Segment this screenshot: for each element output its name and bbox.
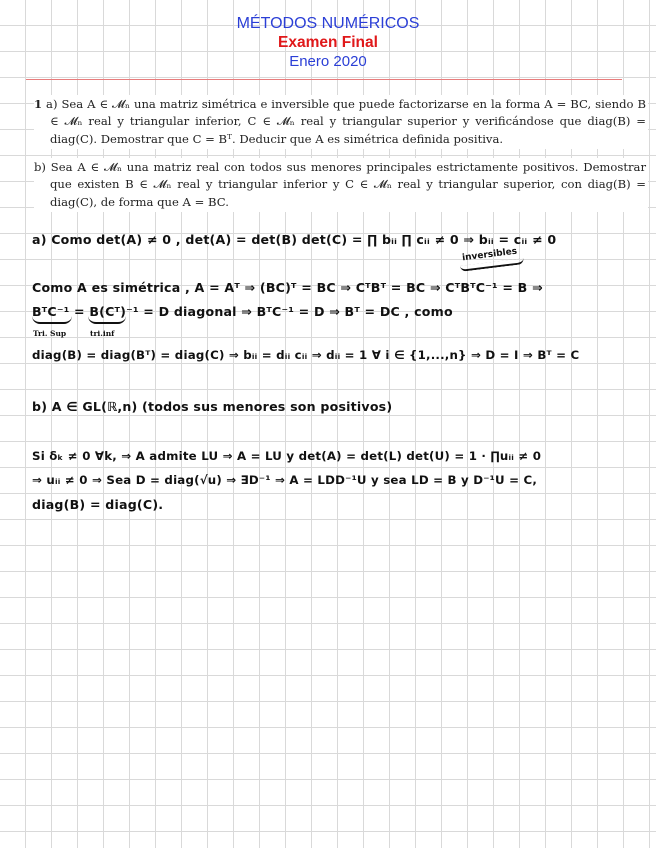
tri-sup-brace: [32, 316, 72, 324]
tri-inf-brace: [88, 316, 126, 324]
invertibles-annotation: inversibles: [461, 246, 518, 264]
part-b-text: Sea A ∈ 𝓜ₙ una matriz real con todos sus menores principales estrictamente positivos. Demostrar que existen B ∈ 𝓜ₙ real y triangular inferior y C ∈ 𝓜ₙ real y triangular superior, con diag(B) = diag(C), de forma que A = BC.: [50, 160, 647, 209]
header-divider: [26, 79, 622, 80]
exam-date: Enero 2020: [289, 53, 367, 70]
problem-number: 1: [34, 97, 43, 111]
part-b-label: b): [34, 160, 46, 174]
handwritten-line-7: ⇒ uᵢᵢ ≠ 0 ⇒ Sea D = diag(√u) ⇒ ∃D⁻¹ ⇒ A = LDD⁻¹U y sea LD = B y D⁻¹U = C,: [32, 473, 538, 487]
tri-sup-label: Tri. Sup: [33, 329, 67, 338]
part-a-text: Sea A ∈ 𝓜ₙ una matriz simétrica e inversible que puede factorizarse en la forma A = BC, siendo B ∈ 𝓜ₙ real y triangular inferior, C ∈ 𝓜ₙ real y triangular superior y verificándose que diag(B) = diag(C). Demostrar que C = Bᵀ. Deducir que A es simétrica definida positiva.: [50, 97, 646, 146]
handwritten-line-2: Como A es simétrica , A = Aᵀ ⇒ (BC)ᵀ = BC ⇒ CᵀBᵀ = BC ⇒ CᵀBᵀC⁻¹ = B ⇒: [32, 280, 543, 295]
exam-header: [0, 14, 656, 71]
handwritten-line-5: b) A ∈ GL(ℝ,n) (todos sus menores son positivos): [32, 399, 393, 414]
problem-part-b: [34, 158, 648, 212]
exam-name: Examen Final: [278, 34, 378, 51]
problem-part-a: [34, 95, 648, 149]
handwritten-line-8: diag(B) = diag(C).: [32, 497, 164, 512]
handwritten-line-1: a) Como det(A) ≠ 0 , det(A) = det(B) det(C) = ∏ bᵢᵢ ∏ cᵢᵢ ≠ 0 ⇒ bᵢᵢ = cᵢᵢ ≠ 0: [32, 232, 557, 247]
handwritten-line-4: diag(B) = diag(Bᵀ) = diag(C) ⇒ bᵢᵢ = dᵢᵢ cᵢᵢ ⇒ dᵢᵢ = 1 ∀ i ∈ {1,...,n} ⇒ D = I ⇒ Bᵀ = C: [32, 348, 580, 362]
handwritten-line-3: BᵀC⁻¹ = B(Cᵀ)⁻¹ = D diagonal ⇒ BᵀC⁻¹ = D ⇒ Bᵀ = DC , como: [32, 304, 453, 319]
course-title: MÉTODOS NUMÉRICOS: [236, 15, 420, 32]
handwritten-line-6: Si δₖ ≠ 0 ∀k, ⇒ A admite LU ⇒ A = LU y det(A) = det(L) det(U) = 1 · ∏uᵢᵢ ≠ 0: [32, 449, 542, 463]
part-a-label: a): [46, 97, 58, 111]
tri-inf-label: tri.inf: [90, 329, 115, 338]
